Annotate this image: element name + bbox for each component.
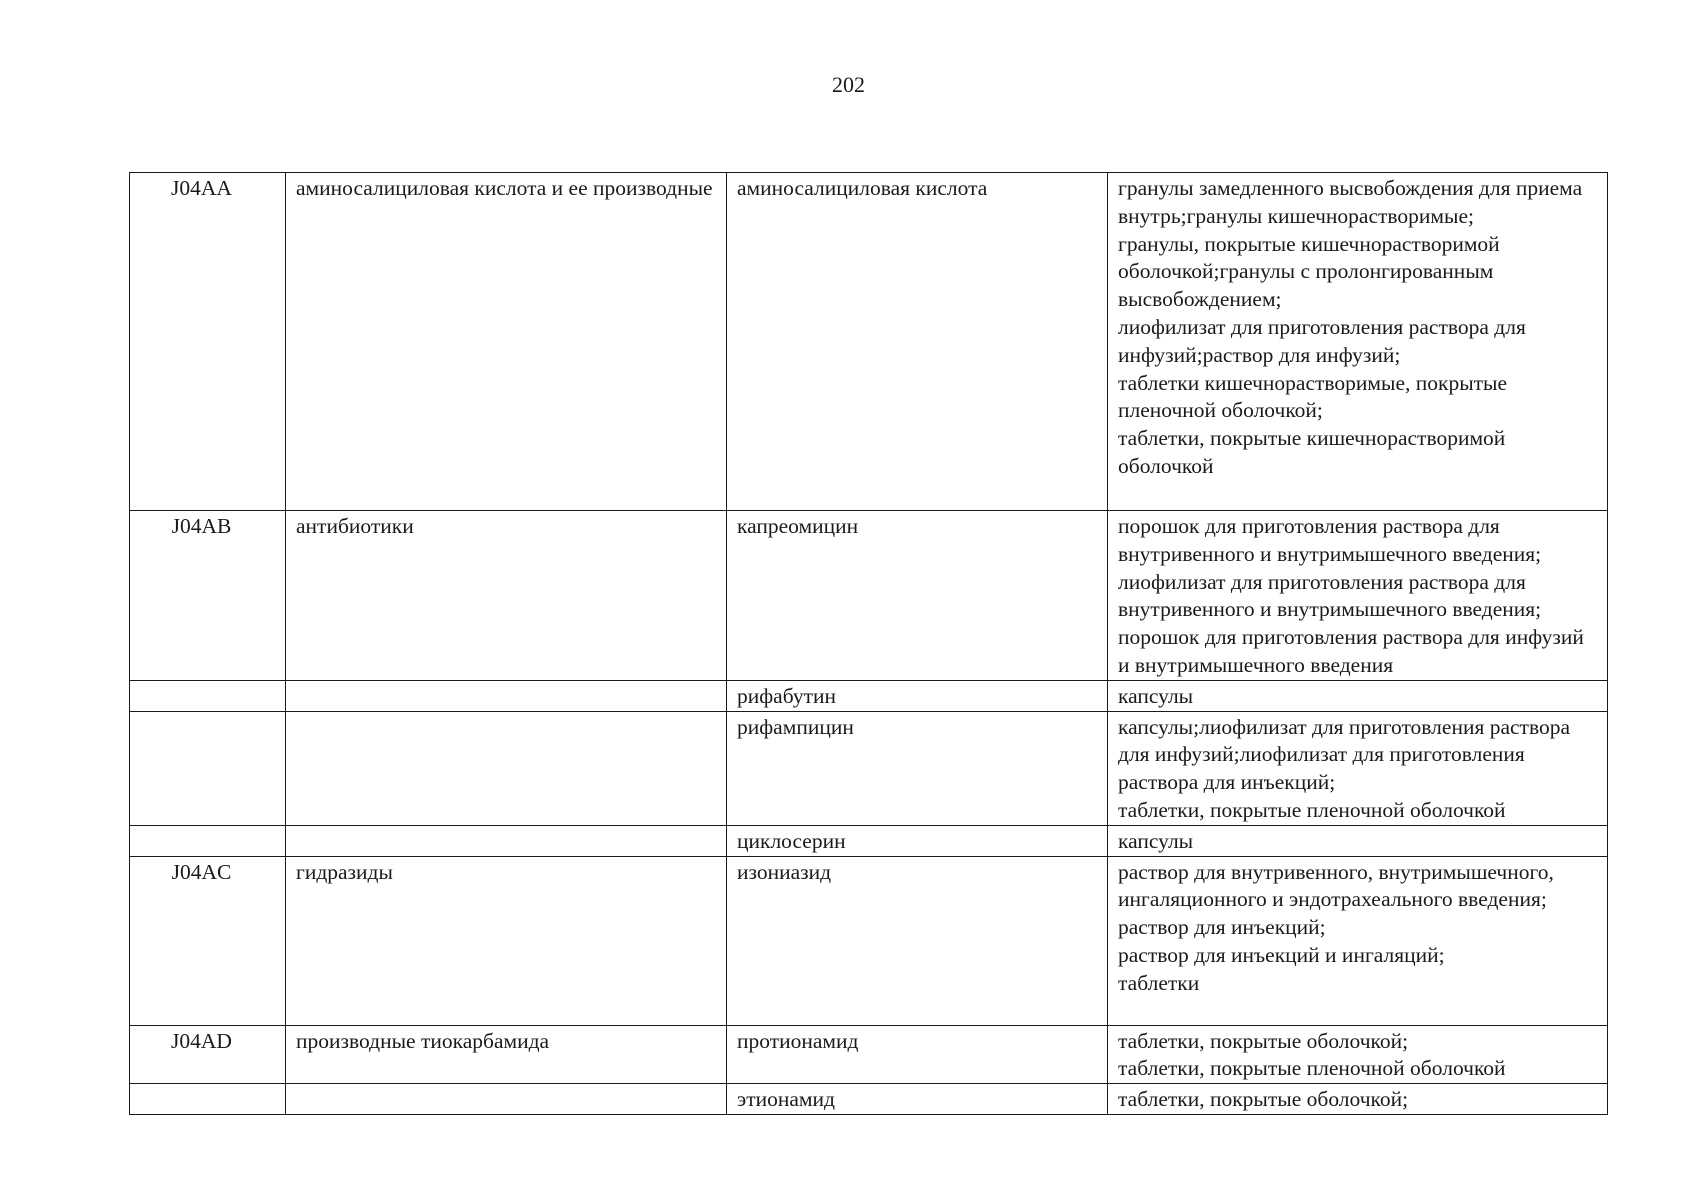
dosage-forms-cell: таблетки, покрытые оболочкой; таблетки, покрытые пленочной оболочкой bbox=[1108, 1025, 1608, 1084]
group-cell bbox=[286, 825, 727, 856]
dosage-forms-cell: раствор для внутривенного, внутримышечного, ингаляционного и эндотрахеального введения; раствор для инъекций; раствор для инъекций и ингаляций; таблетки bbox=[1108, 856, 1608, 1025]
table-row bbox=[130, 711, 1608, 825]
atc-code-cell: J04AD bbox=[130, 1025, 286, 1084]
group-cell: антибиотики bbox=[286, 511, 727, 681]
dosage-forms-cell: гранулы замедленного высвобождения для приема внутрь;гранулы кишечнорастворимые; гранулы, покрытые кишечнорастворимой оболочкой;гранулы с пролонгированным высвобождением; лиофилизат для приготовления раствора для инфузий;раствор для инфузий; таблетки кишечнорастворимые, покрытые пленочной оболочкой; таблетки, покрытые кишечнорастворимой оболочкой bbox=[1108, 173, 1608, 511]
group-cell bbox=[286, 680, 727, 711]
drug-table bbox=[129, 172, 1608, 1115]
atc-code-cell: J04AA bbox=[130, 173, 286, 511]
atc-code-cell: J04AB bbox=[130, 511, 286, 681]
drug-name-cell: капреомицин bbox=[727, 511, 1108, 681]
dosage-forms-cell: капсулы bbox=[1108, 680, 1608, 711]
dosage-forms-cell: порошок для приготовления раствора для внутривенного и внутримышечного введения; лиофилизат для приготовления раствора для внутривенного и внутримышечного введения; порошок для приготовления раствора для инфузий и внутримышечного введения bbox=[1108, 511, 1608, 681]
table-row bbox=[130, 856, 1608, 1025]
drug-name-cell: аминосалициловая кислота bbox=[727, 173, 1108, 511]
dosage-forms-cell: капсулы;лиофилизат для приготовления раствора для инфузий;лиофилизат для приготовления раствора для инъекций; таблетки, покрытые пленочной оболочкой bbox=[1108, 711, 1608, 825]
atc-code-cell bbox=[130, 680, 286, 711]
atc-code-cell bbox=[130, 711, 286, 825]
table-row bbox=[130, 1084, 1608, 1115]
dosage-forms-cell: таблетки, покрытые оболочкой; bbox=[1108, 1084, 1608, 1115]
drug-name-cell: протионамид bbox=[727, 1025, 1108, 1084]
group-cell: аминосалициловая кислота и ее производные bbox=[286, 173, 727, 511]
atc-code-cell: J04AC bbox=[130, 856, 286, 1025]
table-row bbox=[130, 173, 1608, 511]
drug-name-cell: рифампицин bbox=[727, 711, 1108, 825]
drug-name-cell: этионамид bbox=[727, 1084, 1108, 1115]
page-number: 202 bbox=[832, 72, 865, 97]
drug-name-cell: рифабутин bbox=[727, 680, 1108, 711]
drug-name-cell: циклосерин bbox=[727, 825, 1108, 856]
atc-code-cell bbox=[130, 825, 286, 856]
table-row bbox=[130, 511, 1608, 681]
drug-name-cell: изониазид bbox=[727, 856, 1108, 1025]
table-row bbox=[130, 825, 1608, 856]
table-row bbox=[130, 1025, 1608, 1084]
dosage-forms-cell: капсулы bbox=[1108, 825, 1608, 856]
group-cell bbox=[286, 1084, 727, 1115]
group-cell: гидразиды bbox=[286, 856, 727, 1025]
atc-code-cell bbox=[130, 1084, 286, 1115]
group-cell bbox=[286, 711, 727, 825]
group-cell: производные тиокарбамида bbox=[286, 1025, 727, 1084]
table-row bbox=[130, 680, 1608, 711]
